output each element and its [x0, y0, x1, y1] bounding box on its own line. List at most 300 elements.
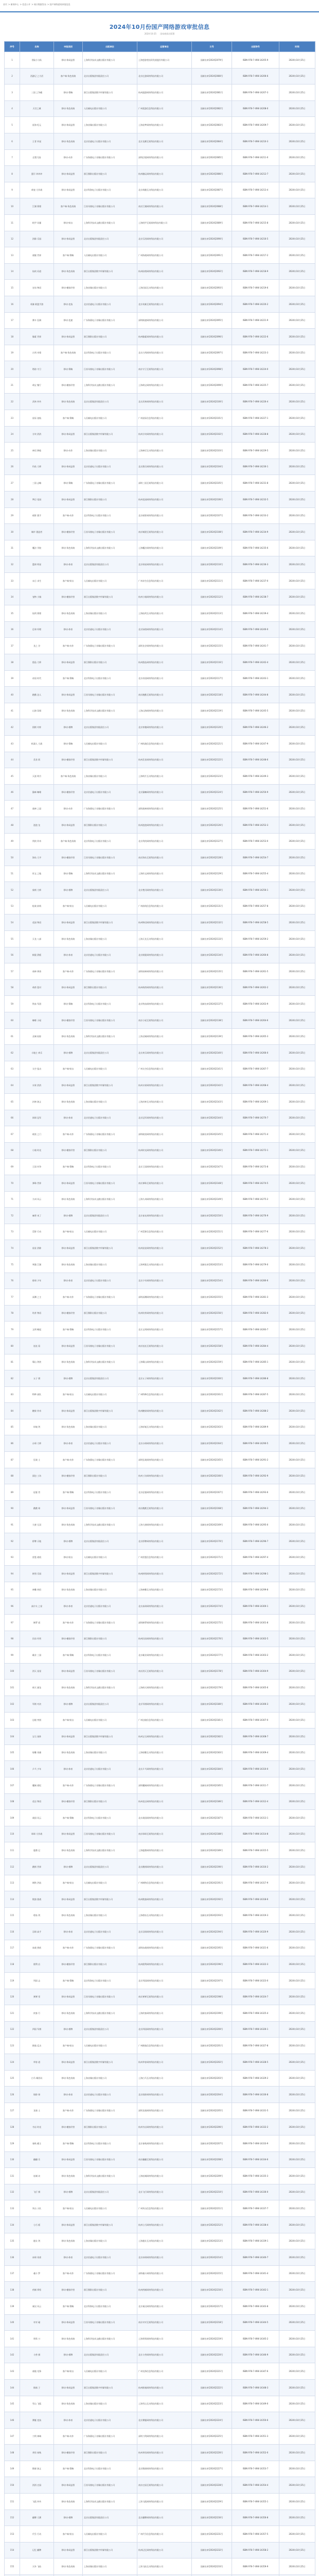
table-row: [5, 1924, 315, 1940]
cell-category: 移动-休闲益智: [54, 117, 83, 133]
cell-operator: 深圳战神网络科技有限公司: [137, 801, 192, 817]
table-row: [5, 2168, 315, 2184]
cell-date: 2024年10月25日: [279, 1452, 315, 1468]
cell-index: 34: [5, 589, 20, 605]
cell-operator: 杭州便利网络科技有限公司: [137, 1956, 192, 1973]
cell-publisher: 上海音像出版社有限公司: [83, 2070, 137, 2087]
cell-isbn: ISBN 978-7-498-14278-3: [232, 1240, 279, 1257]
cell-name: 连连 看: [20, 1337, 54, 1354]
cell-category: 客户端-角色扮演: [54, 68, 83, 84]
cell-operator: 北京极限网络科技有限公司: [137, 947, 192, 963]
cell-index: 45: [5, 768, 20, 785]
cell-name: 英雄 联盟手游: [20, 296, 54, 312]
cell-publisher: 北京伯通电子出版社有限公司: [83, 1435, 137, 1452]
cell-operator: 深圳暗黑网络科技有限公司: [137, 1126, 192, 1143]
cell-approval-no: 国新出审[2024]2187号: [192, 1810, 232, 1826]
cell-index: 50: [5, 850, 20, 866]
table-row: [5, 1615, 315, 1631]
cell-publisher: 北京出版集团有限责任公司: [83, 2021, 137, 2038]
cell-category: 移动-模拟经营: [54, 377, 83, 394]
cell-publisher: 上海科学技术文献出版社有限公司: [83, 2331, 137, 2347]
cell-publisher: 浙江摄影出版社有限公司: [83, 1956, 137, 1973]
table-row: [5, 345, 315, 361]
cell-category: 客户端-射击: [54, 2200, 83, 2217]
cell-operator: 杭州民宿网络科技有限公司: [137, 1631, 192, 1647]
cell-date: 2024年10月25日: [279, 1907, 315, 1924]
cell-isbn: ISBN 978-7-498-14273-8: [232, 1159, 279, 1175]
cell-index: 135: [5, 2233, 20, 2249]
cell-approval-no: 国新出审[2024]2164号: [192, 1435, 232, 1452]
cell-approval-no: 国新出审[2024]2196号: [192, 1956, 232, 1973]
cell-isbn: ISBN 978-7-498-14238-7: [232, 589, 279, 605]
cell-category: 移动-策略: [54, 866, 83, 882]
cell-name: 神雕 侠侣: [20, 1582, 54, 1598]
cell-category: 移动-角色扮演: [54, 2494, 83, 2510]
cell-name: 记忆 翻牌: [20, 2542, 54, 2558]
cell-date: 2024年10月25日: [279, 166, 315, 182]
cell-name: 剑侠 传奇: [20, 833, 54, 850]
cell-name: 极限 滑板: [20, 947, 54, 963]
cell-date: 2024年10月25日: [279, 84, 315, 101]
cell-approval-no: 国新出审[2024]2176号: [192, 1631, 232, 1647]
cell-publisher: 上海音像出版社有限公司: [83, 1582, 137, 1598]
cell-date: 2024年10月25日: [279, 394, 315, 410]
cell-isbn: ISBN 978-7-498-14345-2: [232, 2331, 279, 2347]
cell-publisher: 上海音像出版社有限公司: [83, 605, 137, 622]
cell-isbn: ISBN 978-7-498-14307-0: [232, 1712, 279, 1728]
table-row: [5, 1354, 315, 1370]
cell-date: 2024年10月25日: [279, 621, 315, 638]
cell-category: 客户端-射击: [54, 1224, 83, 1240]
cell-date: 2024年10月25日: [279, 1142, 315, 1159]
cell-category: 移动-休闲益智: [54, 2477, 83, 2494]
cell-approval-no: 国新出审[2024]2209号: [192, 2168, 232, 2184]
cell-category: 移动-模拟经营: [54, 1793, 83, 1810]
cell-approval-no: 国新出审[2024]2195号: [192, 1940, 232, 1956]
cell-date: 2024年10月25日: [279, 1533, 315, 1550]
table-row: [5, 817, 315, 833]
cell-operator: 北京剑侠网络科技有限公司: [137, 833, 192, 850]
cell-date: 2024年10月25日: [279, 443, 315, 459]
cell-operator: 杭州时光网络科技有限公司: [137, 1142, 192, 1159]
cell-isbn: ISBN 978-7-498-14300-1: [232, 1598, 279, 1615]
cell-category: 客户端-策略: [54, 1484, 83, 1501]
cell-isbn: ISBN 978-7-498-14301-8: [232, 1615, 279, 1631]
cell-category: 移动-角色扮演: [54, 1582, 83, 1598]
cell-publisher: 上海音像出版社有限公司: [83, 443, 137, 459]
cell-index: 154: [5, 2542, 20, 2558]
cell-name: 海岛 大亨: [20, 850, 54, 866]
cell-operator: 北京乐消网络科技有限公司: [137, 231, 192, 247]
cell-name: 城市 建造者: [20, 524, 54, 540]
cell-publisher: 浙江出版集团数字传媒有限公司: [83, 2054, 137, 2071]
cell-category: 客户端-策略: [54, 1647, 83, 1664]
table-body: [5, 52, 315, 2576]
cell-name: 塔防 守卫: [20, 361, 54, 378]
cell-isbn: ISBN 978-7-498-14351-3: [232, 2428, 279, 2445]
cell-publisher: 人民邮电出版社有限公司: [83, 573, 137, 589]
cell-date: 2024年10月25日: [279, 2087, 315, 2103]
cell-date: 2024年10月25日: [279, 247, 315, 264]
cell-date: 2024年10月25日: [279, 2233, 315, 2249]
cell-isbn: ISBN 978-7-498-14291-2: [232, 1452, 279, 1468]
cell-index: 148: [5, 2445, 20, 2461]
cell-publisher: 上海音像出版社有限公司: [83, 1256, 137, 1273]
cell-publisher: 广东海燕电子音像出版社有限公司: [83, 475, 137, 492]
cell-category: 移动-棋牌: [54, 2510, 83, 2526]
cell-approval-no: 国新出审[2024]2122号: [192, 752, 232, 768]
cell-operator: 广州爱游信息科技有限公司: [137, 100, 192, 117]
cell-date: 2024年10月25日: [279, 1354, 315, 1370]
cell-isbn: ISBN 978-7-498-14334-6: [232, 2151, 279, 2168]
cell-operator: 南京连连互娱科技有限公司: [137, 1337, 192, 1354]
cell-index: 143: [5, 2363, 20, 2380]
approval-table-container: [4, 41, 315, 2576]
cell-index: 52: [5, 882, 20, 899]
cell-name: 山海 异闻: [20, 703, 54, 719]
cell-name: 消除 乐园: [20, 231, 54, 247]
cell-operator: 南京跳跳互娱科技有限公司: [137, 1500, 192, 1517]
cell-category: 移动-模拟经营: [54, 1305, 83, 1321]
cell-index: 1: [5, 52, 20, 69]
cell-approval-no: 国新出审[2024]2174号: [192, 1598, 232, 1615]
cell-date: 2024年10月25日: [279, 263, 315, 280]
cell-operator: 上海星梦网络科技有限公司: [137, 117, 192, 133]
cell-approval-no: 国新出审[2024]2216号: [192, 2282, 232, 2298]
table-row: [5, 1484, 315, 1501]
cell-category: 移动-休闲益智: [54, 817, 83, 833]
cell-date: 2024年10月25日: [279, 540, 315, 556]
cell-category: 客户端-动作: [54, 1126, 83, 1143]
cell-operator: 北京暗影网络科技有限公司: [137, 507, 192, 524]
cell-operator: 杭州趣玩网络科技有限公司: [137, 166, 192, 182]
cell-name: 七巧 板: [20, 2216, 54, 2233]
cell-operator: 南京守卫互娱科技有限公司: [137, 361, 192, 378]
cell-isbn: ISBN 978-7-498-14323-0: [232, 1973, 279, 1989]
cell-category: 移动-棋牌: [54, 2184, 83, 2200]
cell-date: 2024年10月25日: [279, 1403, 315, 1419]
table-row: [5, 2558, 315, 2575]
cell-date: 2024年10月25日: [279, 1126, 315, 1143]
cell-index: 2: [5, 68, 20, 84]
cell-category: 客户端-射击: [54, 1712, 83, 1728]
cell-index: 58: [5, 979, 20, 996]
cell-date: 2024年10月25日: [279, 817, 315, 833]
breadcrumb-item[interactable]: 国产网络游戏审批信息: [49, 3, 70, 6]
cell-operator: 北京乒乓网络科技有限公司: [137, 1761, 192, 1777]
cell-isbn: ISBN 978-7-498-14304-9: [232, 1663, 279, 1680]
cell-isbn: ISBN 978-7-498-14322-3: [232, 1956, 279, 1973]
cell-name: 水果 消消: [20, 1077, 54, 1094]
cell-isbn: ISBN 978-7-498-14256-1: [232, 882, 279, 899]
cell-date: 2024年10月25日: [279, 752, 315, 768]
cell-category: 移动-策略: [54, 361, 83, 378]
cell-date: 2024年10月25日: [279, 1468, 315, 1484]
cell-index: 122: [5, 2021, 20, 2038]
cell-category: 客户端-射击: [54, 1875, 83, 1891]
cell-operator: 杭州记忆网络科技有限公司: [137, 2542, 192, 2558]
table-row: [5, 1191, 315, 1208]
cell-name: 突击 小队: [20, 2200, 54, 2217]
cell-operator: 上海飞仙互动科技有限公司: [137, 2558, 192, 2575]
cell-publisher: 浙江出版集团数字传媒有限公司: [83, 1403, 137, 1419]
cell-index: 20: [5, 361, 20, 378]
cell-approval-no: 国新出审[2024]2190号: [192, 1858, 232, 1875]
table-row: [5, 280, 315, 296]
cell-approval-no: 国新出审[2024]2192号: [192, 1891, 232, 1908]
cell-date: 2024年10月25日: [279, 1175, 315, 1191]
cell-name: 甜品 大师: [20, 654, 54, 670]
cell-date: 2024年10月25日: [279, 410, 315, 427]
table-row: [5, 1907, 315, 1924]
cell-date: 2024年10月25日: [279, 296, 315, 312]
cell-category: 客户端-策略: [54, 2298, 83, 2314]
cell-category: 移动-角色扮演: [54, 1191, 83, 1208]
cell-index: 139: [5, 2298, 20, 2314]
cell-approval-no: 国新出审[2024]2169号: [192, 1517, 232, 1533]
cell-date: 2024年10月25日: [279, 1761, 315, 1777]
table-row: [5, 1712, 315, 1728]
cell-category: 移动-休闲益智: [54, 492, 83, 508]
cell-name: 花园 物语: [20, 914, 54, 931]
source-label: 国家新闻出版署: [160, 32, 175, 35]
cell-category: 移动-模拟经营: [54, 1012, 83, 1029]
table-row: [5, 2298, 315, 2314]
cell-operator: 深圳三国互娱科技有限公司: [137, 475, 192, 492]
cell-approval-no: 国新出审[2024]2231号: [192, 2526, 232, 2543]
cell-index: 6: [5, 133, 20, 149]
cell-date: 2024年10月25日: [279, 1631, 315, 1647]
cell-isbn: ISBN 978-7-498-14224-0: [232, 361, 279, 378]
cell-name: 修罗 道: [20, 1615, 54, 1631]
page-title: 2024年10月份国产网络游戏审批信息: [109, 24, 210, 30]
cell-approval-no: 国新出审[2024]2110号: [192, 556, 232, 573]
cell-isbn: ISBN 978-7-498-14333-9: [232, 2136, 279, 2152]
cell-approval-no: 国新出审[2024]2087号: [192, 182, 232, 198]
cell-approval-no: 国新出审[2024]2095号: [192, 312, 232, 329]
table-row: [5, 1240, 315, 1257]
cell-date: 2024年10月25日: [279, 573, 315, 589]
cell-publisher: 北京出版集团有限责任公司: [83, 2510, 137, 2526]
cell-publisher: 北京出版集团有限责任公司: [83, 2184, 137, 2200]
cell-category: 客户端-动作: [54, 2428, 83, 2445]
cell-index: 89: [5, 1484, 20, 1501]
table-row: [5, 1305, 315, 1321]
cell-isbn: ISBN 978-7-498-14326-1: [232, 2021, 279, 2038]
cell-date: 2024年10月25日: [279, 996, 315, 1012]
cell-date: 2024年10月25日: [279, 2558, 315, 2575]
cell-operator: 北京雀友网络科技有限公司: [137, 1208, 192, 1224]
cell-date: 2024年10月25日: [279, 198, 315, 215]
cell-index: 48: [5, 817, 20, 833]
cell-isbn: ISBN 978-7-498-14296-7: [232, 1533, 279, 1550]
cell-operator: 南京弹弹互娱科技有限公司: [137, 1989, 192, 2005]
cell-index: 121: [5, 2005, 20, 2022]
cell-name: 天龙 八部: [20, 931, 54, 947]
cell-publisher: 人民邮电出版社有限公司: [83, 898, 137, 914]
cell-operator: 上海笑傲互动科技有限公司: [137, 1256, 192, 1273]
cell-approval-no: 国新出审[2024]2085号: [192, 149, 232, 166]
table-row: [5, 1744, 315, 1761]
cell-isbn: ISBN 978-7-498-14280-6: [232, 1273, 279, 1289]
cell-name: 战地 先锋: [20, 2363, 54, 2380]
breadcrumb-item[interactable]: 首页: [3, 3, 7, 6]
cell-index: 47: [5, 801, 20, 817]
cell-publisher: 人民邮电出版社有限公司: [83, 2038, 137, 2054]
table-row: [5, 524, 315, 540]
cell-isbn: ISBN 978-7-498-14285-1: [232, 1354, 279, 1370]
cell-publisher: 上海音像出版社有限公司: [83, 931, 137, 947]
cell-operator: 北京隋唐网络科技有限公司: [137, 2461, 192, 2477]
cell-index: 97: [5, 1615, 20, 1631]
cell-publisher: 人民邮电出版社有限公司: [83, 1224, 137, 1240]
table-row: [5, 2526, 315, 2543]
cell-name: 铁血 军团: [20, 996, 54, 1012]
table-row: [5, 2494, 315, 2510]
cell-index: 43: [5, 735, 20, 752]
cell-index: 39: [5, 670, 20, 687]
cell-isbn: ISBN 978-7-498-14287-5: [232, 1386, 279, 1403]
cell-publisher: 北京出版集团有限责任公司: [83, 1045, 137, 1061]
cell-publisher: 人民邮电出版社有限公司: [83, 1386, 137, 1403]
table-row: [5, 1159, 315, 1175]
cell-category: 移动-角色扮演: [54, 2331, 83, 2347]
header-publisher: 出版单位: [83, 42, 137, 52]
cell-name: 三国 之争霸: [20, 84, 54, 101]
cell-isbn: ISBN 978-7-498-14267-7: [232, 1061, 279, 1077]
cell-operator: 深圳龙骑网络科技有限公司: [137, 2103, 192, 2119]
cell-index: 21: [5, 377, 20, 394]
table-row: [5, 1647, 315, 1664]
cell-operator: 杭州星星网络科技有限公司: [137, 1240, 192, 1257]
cell-index: 145: [5, 2396, 20, 2412]
cell-index: 92: [5, 1533, 20, 1550]
cell-index: 78: [5, 1305, 20, 1321]
cell-isbn: ISBN 978-7-498-14356-8: [232, 2510, 279, 2526]
cell-date: 2024年10月25日: [279, 2265, 315, 2282]
cell-publisher: 北京伯通电子出版社有限公司: [83, 133, 137, 149]
cell-date: 2024年10月25日: [279, 768, 315, 785]
cell-approval-no: 国新出审[2024]2214号: [192, 2249, 232, 2266]
top-bar: [0, 0, 319, 12]
cell-approval-no: 国新出审[2024]2103号: [192, 443, 232, 459]
cell-operator: 北京铁血网络科技有限公司: [137, 996, 192, 1012]
cell-approval-no: 国新出审[2024]2143号: [192, 1094, 232, 1110]
header-name: 名称: [20, 42, 54, 52]
cell-name: 星际 迷航: [20, 410, 54, 427]
cell-name: 仙剑 情缘: [20, 605, 54, 622]
table-row: [5, 638, 315, 654]
cell-date: 2024年10月25日: [279, 1582, 315, 1598]
cell-operator: 上海鹿鼎网络科技有限公司: [137, 1842, 192, 1859]
cell-name: 斗地主 欢乐: [20, 1045, 54, 1061]
cell-approval-no: 国新出审[2024]2212号: [192, 2216, 232, 2233]
cell-isbn: ISBN 978-7-498-14206-6: [232, 68, 279, 84]
cell-name: 跳棋 世界: [20, 1858, 54, 1875]
cell-date: 2024年10月25日: [279, 947, 315, 963]
cell-name: 绝地 反击: [20, 2038, 54, 2054]
cell-approval-no: 国新出审[2024]2115号: [192, 638, 232, 654]
cell-index: 24: [5, 426, 20, 443]
cell-date: 2024年10月25日: [279, 1615, 315, 1631]
cell-date: 2024年10月25日: [279, 1094, 315, 1110]
cell-date: 2024年10月25日: [279, 68, 315, 84]
cell-isbn: ISBN 978-7-498-14317-9: [232, 1875, 279, 1891]
cell-index: 3: [5, 84, 20, 101]
cell-index: 13: [5, 247, 20, 264]
cell-approval-no: 国新出审[2024]2098号: [192, 361, 232, 378]
table-row: [5, 1028, 315, 1045]
cell-name: 方块 消消: [20, 426, 54, 443]
cell-operator: 深圳魂斗网络科技有限公司: [137, 2265, 192, 2282]
cell-name: 幻想大陆: [20, 149, 54, 166]
cell-approval-no: 国新出审[2024]2088号: [192, 198, 232, 215]
table-row: [5, 768, 315, 785]
cell-category: 移动-体育: [54, 947, 83, 963]
cell-publisher: 上海音像出版社有限公司: [83, 2396, 137, 2412]
table-row: [5, 492, 315, 508]
cell-approval-no: 国新出审[2024]2201号: [192, 2038, 232, 2054]
cell-index: 103: [5, 1712, 20, 1728]
cell-index: 129: [5, 2136, 20, 2152]
cell-date: 2024年10月25日: [279, 784, 315, 801]
cell-date: 2024年10月25日: [279, 100, 315, 117]
cell-isbn: ISBN 978-7-498-14338-4: [232, 2216, 279, 2233]
cell-index: 151: [5, 2494, 20, 2510]
cell-date: 2024年10月25日: [279, 2494, 315, 2510]
cell-operator: 杭州药铺网络科技有限公司: [137, 2282, 192, 2298]
cell-approval-no: 国新出审[2024]2128号: [192, 850, 232, 866]
breadcrumb-item[interactable]: 新闻中心: [10, 3, 19, 6]
cell-operator: 杭州盛游网络科技有限公司: [137, 84, 192, 101]
cell-approval-no: 国新出审[2024]2094号: [192, 296, 232, 312]
cell-publisher: 浙江摄影出版社有限公司: [83, 1793, 137, 1810]
breadcrumb-item[interactable]: 统计数据发布: [33, 3, 46, 6]
cell-name: 民宿 经营: [20, 1631, 54, 1647]
cell-operator: 南京球球互娱科技有限公司: [137, 1826, 192, 1842]
cell-index: 54: [5, 914, 20, 931]
table-row: [5, 752, 315, 768]
cell-name: 台球 大师: [20, 1435, 54, 1452]
cell-approval-no: 国新出审[2024]2188号: [192, 1826, 232, 1842]
cell-operator: 北京跳棋网络科技有限公司: [137, 1858, 192, 1875]
cell-approval-no: 国新出审[2024]2097号: [192, 345, 232, 361]
cell-approval-no: 国新出审[2024]2090号: [192, 231, 232, 247]
cell-date: 2024年10月25日: [279, 1680, 315, 1696]
cell-operator: 深圳血战网络科技有限公司: [137, 1940, 192, 1956]
table-row: [5, 556, 315, 573]
table-row: [5, 882, 315, 899]
cell-isbn: ISBN 978-7-498-14226-4: [232, 394, 279, 410]
cell-publisher: 江苏凤凰电子音像出版社有限公司: [83, 1012, 137, 1029]
table-row: [5, 1403, 315, 1419]
cell-approval-no: 国新出审[2024]2181号: [192, 1712, 232, 1728]
cell-publisher: 浙江摄影出版社有限公司: [83, 979, 137, 996]
cell-category: 移动-体育: [54, 1110, 83, 1126]
cell-isbn: ISBN 978-7-498-14302-5: [232, 1631, 279, 1647]
header-category: 申报类别: [54, 42, 83, 52]
cell-approval-no: 国新出审[2024]2207号: [192, 2136, 232, 2152]
table-row: [5, 2151, 315, 2168]
breadcrumb-item[interactable]: 信息公开: [22, 3, 31, 6]
cell-date: 2024年10月25日: [279, 133, 315, 149]
cell-category: 移动-角色扮演: [54, 394, 83, 410]
cell-operator: 杭州像素网络科技有限公司: [137, 329, 192, 345]
cell-approval-no: 国新出审[2024]2166号: [192, 1468, 232, 1484]
table-row: [5, 979, 315, 996]
cell-date: 2024年10月25日: [279, 1598, 315, 1615]
cell-operator: 北京春秋网络科技有限公司: [137, 2136, 192, 2152]
